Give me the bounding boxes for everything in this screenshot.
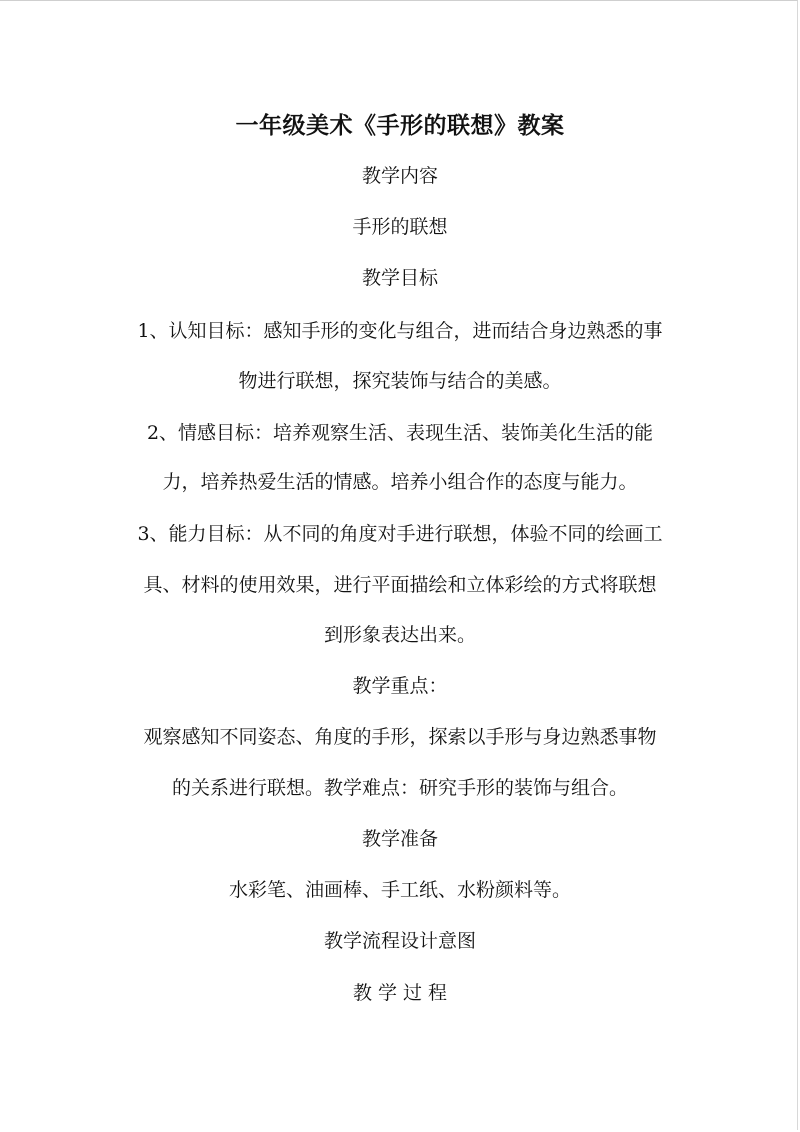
goal-2-line-2: 力，培养热爱生活的情感。培养小组合作的态度与能力。	[162, 471, 638, 493]
content-text: 手形的联想	[352, 216, 448, 238]
section-heading-key-points: 教学重点：	[352, 675, 448, 697]
key-points-line-1: 观察感知不同姿态、角度的手形，探索以手形与身边熟悉事物	[143, 726, 657, 748]
section-heading-goals: 教学目标	[361, 267, 438, 289]
goal-3-line-2: 具、材料的使用效果，进行平面描绘和立体彩绘的方式将联想	[143, 574, 657, 596]
section-heading-teaching-process: 教 学 过 程	[352, 982, 448, 1004]
section-heading-content: 教学内容	[361, 165, 438, 187]
document-title: 一年级美术《手形的联想》教案	[235, 112, 565, 139]
goal-3-line-3: 到形象表达出来。	[323, 624, 476, 646]
goal-1-line-1: 1、认知目标：感知手形的变化与组合，进而结合身边熟悉的事	[137, 320, 663, 342]
section-heading-preparation: 教学准备	[361, 828, 438, 850]
goal-1-line-2: 物进行联想，探究装饰与结合的美感。	[238, 370, 562, 392]
goal-3-line-1: 3、能力目标：从不同的角度对手进行联想，体验不同的绘画工	[137, 523, 663, 545]
goal-2-line-1: 2、情感目标：培养观察生活、表现生活、装饰美化生活的能	[146, 422, 654, 444]
key-points-line-2: 的关系进行联想。教学难点：研究手形的装饰与组合。	[171, 777, 628, 799]
section-heading-flow-design: 教学流程设计意图	[323, 930, 476, 952]
preparation-text: 水彩笔、油画棒、手工纸、水粉颜料等。	[228, 879, 571, 901]
